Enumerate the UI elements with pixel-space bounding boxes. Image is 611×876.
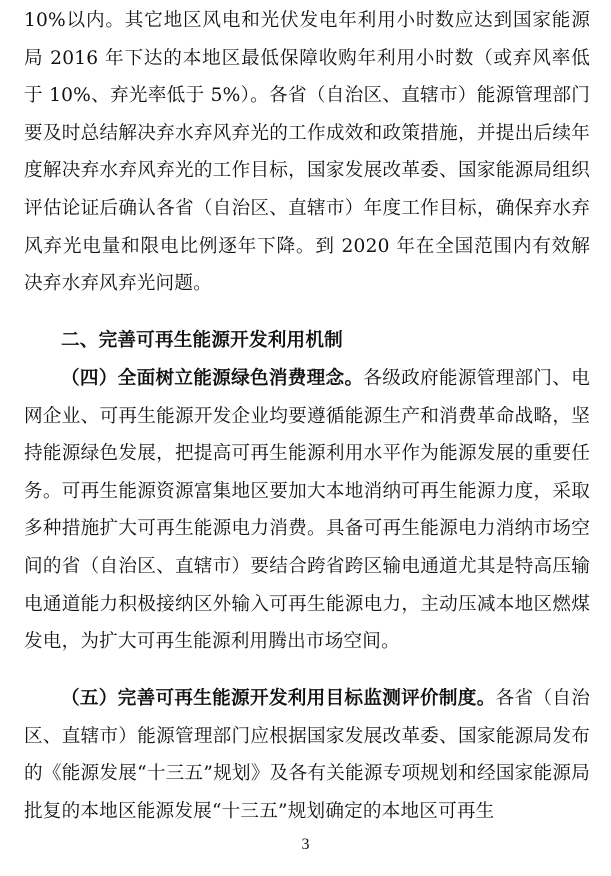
paragraph-item-4 <box>24 360 590 661</box>
paragraph-item-5 <box>24 680 590 830</box>
item-5-lead: （五）完善可再生能源开发利用目标监测评价制度。 <box>61 688 496 709</box>
paragraph-curtailment-targets: 10%以内。其它地区风电和光伏发电年利用小时数应达到国家能源局 2016 年下达的本地区最低保障收购年利用小时数（或弃风率低于 10%、弃光率低于 5%）。各省（自治区、直辖市）能源管理部门要及时总结解决弃水弃风弃光的工作成效和政策措施，并提出后续年度解决弃水弃风弃光的工作目标，国家发展改革委、国家能源局组织评估论证后确认各省（自治区、直辖市）年度工作目标，确保弃水弃风弃光电量和限电比例逐年下降。到 2020 年在全国范围内有效解决弃水弃风弃光问题。 <box>24 10 590 295</box>
item-5-body: 各省（自治区、直辖市）能源管理部门应根据国家发展改革委、国家能源局发布的《能源发展“十三五”规划》及各有关能源专项规划和经国家能源局批复的本地区能源发展“十三五”规划确定的本地区可再生 <box>24 688 590 822</box>
section-heading-2: 二、完善可再生能源开发利用机制 <box>61 330 343 351</box>
item-4-body: 各级政府能源管理部门、电网企业、可再生能源开发企业均要遵循能源生产和消费革命战略，坚持能源绿色发展，把提高可再生能源利用水平作为能源发展的重要任务。可再生能源资源富集地区要加大本地消纳可再生能源力度，采取多种措施扩大可再生能源电力消费。具备可再生能源电力消纳市场空间的省（自治区、直辖市）要结合跨省跨区输电通道尤其是特高压输电通道能力积极接纳区外输入可再生能源电力，主动压减本地区燃煤发电，为扩大可再生能源利用腾出市场空间。 <box>24 368 590 653</box>
item-4-lead: （四）全面树立能源绿色消费理念。 <box>61 368 364 389</box>
page-number: 3 <box>301 836 310 853</box>
